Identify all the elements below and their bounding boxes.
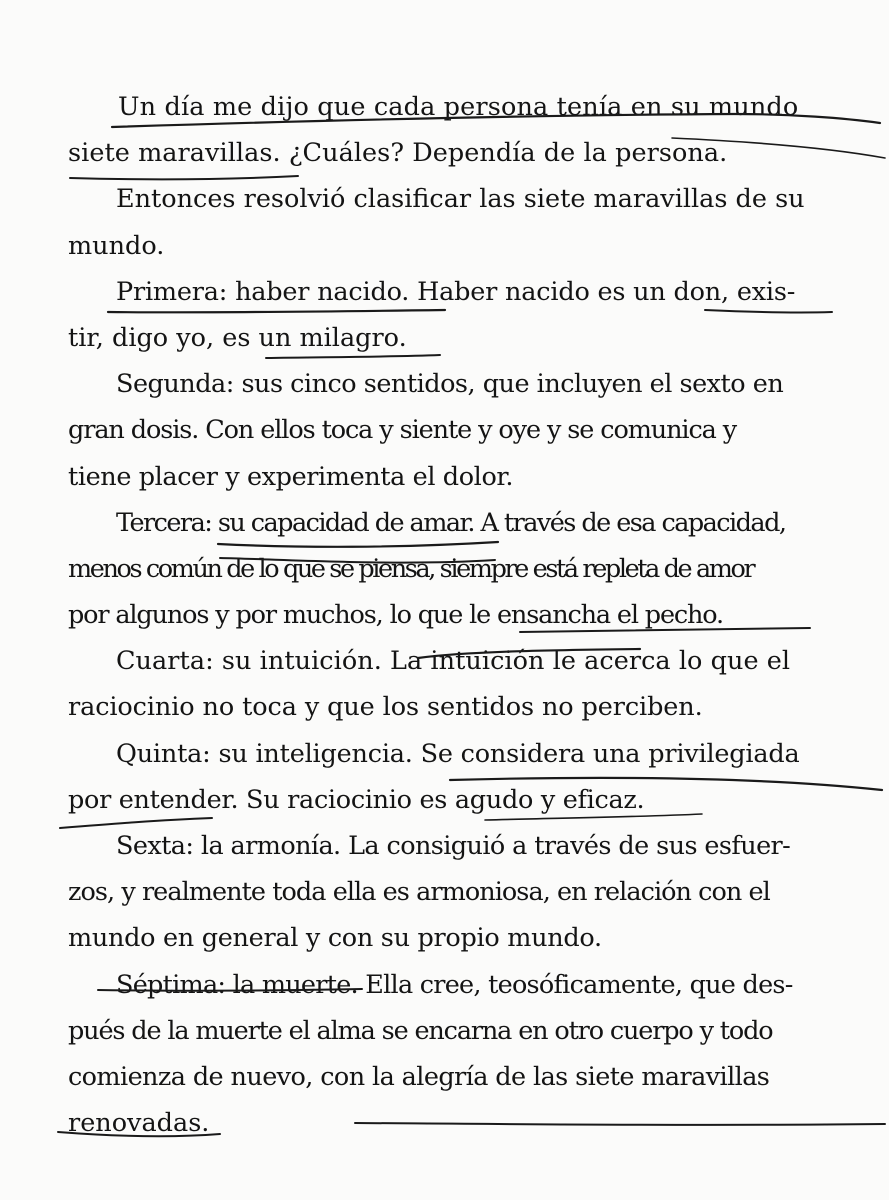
text-line: por algunos y por muchos, lo que le ensancha el pecho. xyxy=(68,600,724,631)
text-line: Cuarta: su intuición. La intuición le acerca lo que el xyxy=(116,646,791,677)
text-line: por entender. Su raciocinio es agudo y eficaz. xyxy=(68,784,645,815)
text-line: Séptima: la muerte. Ella cree, teosóficamente, que des- xyxy=(116,969,793,1000)
text-line: raciocinio no toca y que los sentidos no perciben. xyxy=(68,692,703,723)
page-text xyxy=(66,84,886,1146)
text-line: Entonces resolvió clasificar las siete maravillas de su xyxy=(116,184,805,215)
text-line: tiene placer y experimenta el dolor. xyxy=(68,461,514,492)
text-line: mundo. xyxy=(68,230,165,261)
text-line: Sexta: la armonía. La consiguió a través de sus esfuer- xyxy=(116,831,791,861)
text-line: mundo en general y con su propio mundo. xyxy=(68,923,602,954)
text-line: renovadas. xyxy=(68,1108,210,1139)
text-line: siete maravillas. ¿Cuáles? Dependía de la persona. xyxy=(68,138,728,169)
text-line: Segunda: sus cinco sentidos, que incluyen el sexto en xyxy=(116,369,784,400)
text-line: Un día me dijo que cada persona tenía en su mundo xyxy=(118,92,799,122)
text-line: zos, y realmente toda ella es armoniosa, en relación con el xyxy=(68,877,770,908)
text-line: tir, digo yo, es un milagro. xyxy=(68,322,407,353)
text-line: comienza de nuevo, con la alegría de las siete maravillas xyxy=(68,1061,770,1092)
text-line: Primera: haber nacido. Haber nacido es un don, exis- xyxy=(116,276,796,307)
text-line: Tercera: su capacidad de amar. A través de esa capacidad, xyxy=(116,507,786,538)
text-line: gran dosis. Con ellos toca y siente y oye y se comunica y xyxy=(68,415,737,446)
text-line: pués de la muerte el alma se encarna en otro cuerpo y todo xyxy=(68,1015,773,1046)
text-line: menos común de lo que se piensa, siempre está repleta de amor xyxy=(68,553,754,584)
text-line: Quinta: su inteligencia. Se considera una privilegiada xyxy=(116,738,800,769)
